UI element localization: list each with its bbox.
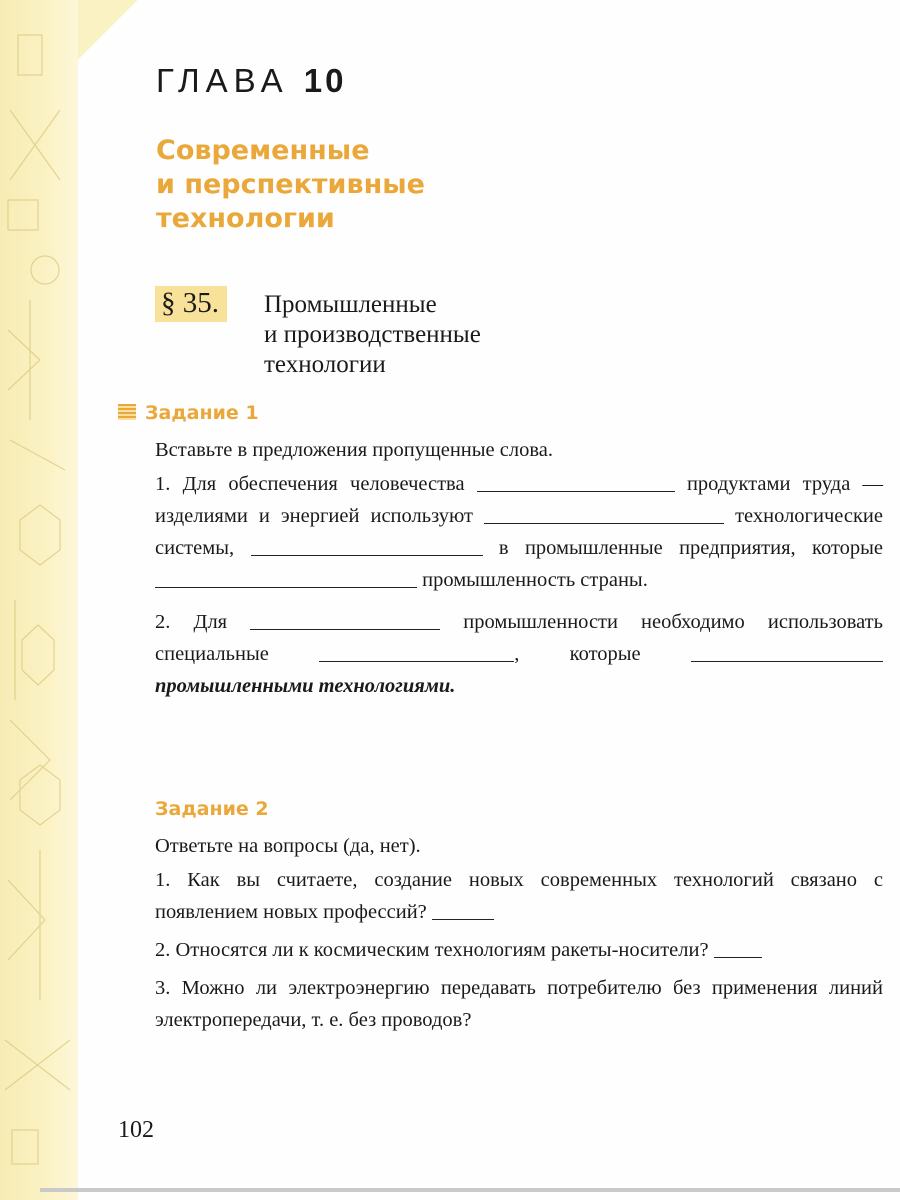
- answer-blank[interactable]: [484, 504, 724, 524]
- chapter-title: [156, 134, 576, 236]
- margin-pattern: [0, 0, 78, 1200]
- task1-item1-text: в промышленные предприятия, которые: [498, 537, 884, 559]
- section-title: [264, 290, 481, 380]
- page-edge: [40, 1188, 900, 1192]
- task2-question-1: [155, 864, 883, 928]
- answer-blank[interactable]: [155, 568, 417, 588]
- section-title-line: технологии: [264, 351, 386, 378]
- task1-item2-emphasis: промышленными технологиями.: [155, 675, 456, 697]
- task1-item1-text: технологические системы,: [155, 505, 883, 559]
- chapter-title-line: технологии: [156, 203, 335, 234]
- task1-item2-text: , которые: [514, 643, 641, 665]
- task2-instruction: Ответьте на вопросы (да, нет).: [155, 835, 421, 857]
- task1-item2-text: промышленности необходимо использовать специальные: [155, 611, 883, 665]
- chapter-label: ГЛАВА: [156, 62, 289, 99]
- section-title-line: Промышленные: [264, 291, 437, 318]
- chapter-heading: [156, 62, 347, 100]
- answer-blank[interactable]: [250, 610, 440, 630]
- section-number: § 35.: [155, 286, 227, 322]
- answer-blank[interactable]: [319, 642, 514, 662]
- task2-heading: Задание 2: [155, 798, 269, 820]
- task1-item1-text: промышленность страны.: [422, 569, 648, 591]
- task1-item1-text: продуктами труда — изделиями и энергией используют: [155, 473, 883, 527]
- question-text: 2. Относятся ли к космическим технологиям ракеты-носители?: [155, 939, 709, 961]
- chapter-title-line: Современные: [156, 135, 370, 166]
- question-text: 1. Как вы считаете, создание новых современных технологий связано с появлением новых профессий?: [155, 869, 883, 923]
- answer-blank[interactable]: [477, 472, 675, 492]
- task1-item2-text: 2. Для: [155, 611, 228, 633]
- task1-item1-text: 1. Для обеспечения человечества: [155, 473, 465, 495]
- answer-blank[interactable]: [251, 536, 483, 556]
- page-number: 102: [118, 1117, 154, 1143]
- question-text: 3. Можно ли электроэнергию передавать потребителю без применения линий электропередачи, т. е. без проводов?: [155, 977, 883, 1031]
- answer-blank[interactable]: [691, 642, 883, 662]
- task1-heading: [118, 402, 259, 424]
- answer-blank[interactable]: [714, 938, 762, 958]
- page-corner: [78, 0, 138, 60]
- task2-question-3: [155, 972, 883, 1036]
- chapter-title-line: и перспективные: [156, 169, 425, 200]
- task2-question-2: [155, 934, 883, 966]
- task1-heading-label: Задание 1: [145, 402, 259, 424]
- decorative-margin: [0, 0, 78, 1200]
- task1-body: [155, 434, 883, 702]
- chapter-number: 10: [303, 62, 347, 99]
- answer-blank[interactable]: [432, 900, 494, 920]
- task1-instruction: Вставьте в предложения пропущенные слова.: [155, 439, 553, 461]
- task-list-icon: [118, 404, 136, 420]
- task1-item2: [155, 606, 883, 702]
- section-title-line: и производственные: [264, 321, 481, 348]
- task1-item1: [155, 468, 883, 596]
- task2-body: [155, 830, 883, 1036]
